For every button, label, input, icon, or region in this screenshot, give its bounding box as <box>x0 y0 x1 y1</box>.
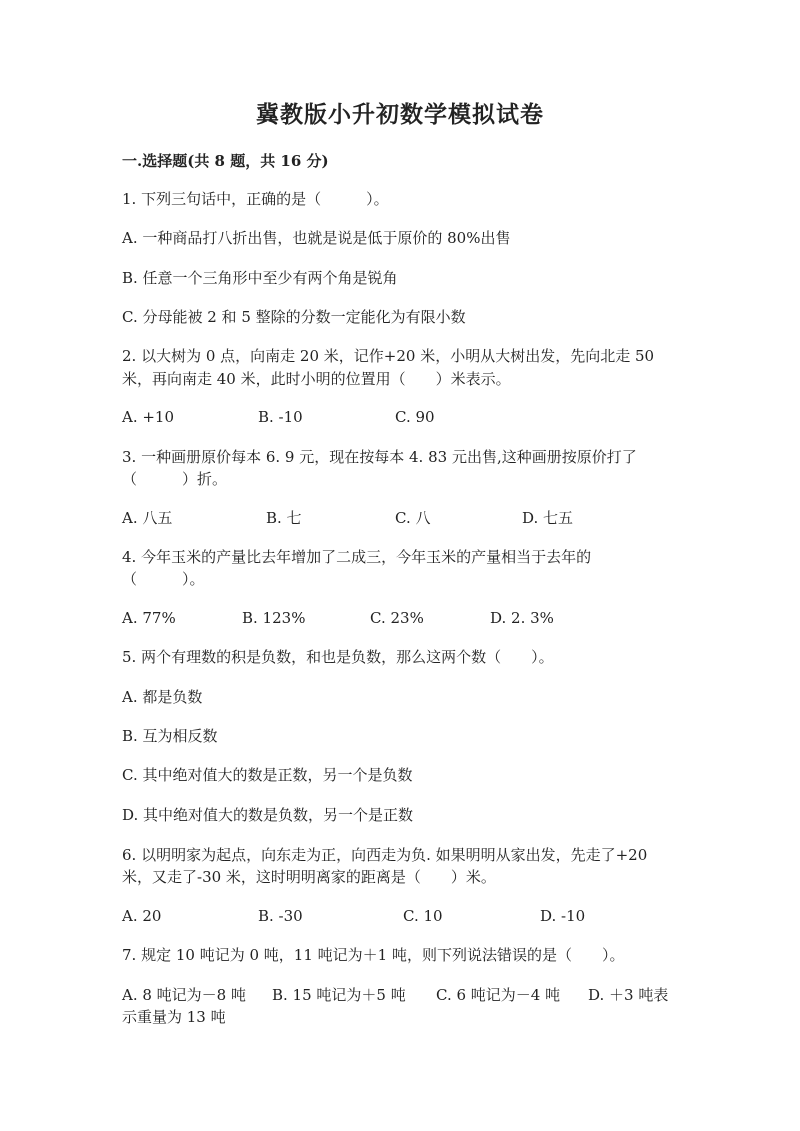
question-7-option-b: B. 15 吨记为＋5 吨 <box>272 986 406 1004</box>
question-6-stem-line-2: 米，又走了-30 米，这时明明离家的距离是（ ）米。 <box>122 868 496 886</box>
question-3-stem-line-1: 3. 一种画册原价每本 6. 9 元，现在按每本 4. 83 元出售,这种画册按原价打了 <box>122 448 637 466</box>
question-4-option-d: D. 2. 3% <box>490 609 554 627</box>
question-1-option-b: B. 任意一个三角形中至少有两个角是锐角 <box>122 269 398 287</box>
question-3-option-d: D. 七五 <box>522 509 574 527</box>
question-1-stem: 1. 下列三句话中，正确的是（ ）。 <box>122 190 389 208</box>
question-5-option-c: C. 其中绝对值大的数是正数，另一个是负数 <box>122 766 413 784</box>
question-4-option-a: A. 77% <box>122 609 176 627</box>
question-5-option-b: B. 互为相反数 <box>122 727 218 745</box>
question-4-option-c: C. 23% <box>370 609 424 627</box>
question-2-stem-line-1: 2. 以大树为 0 点，向南走 20 米，记作+20 米，小明从大树出发，先向北走 50 <box>122 347 655 365</box>
question-7-option-c: C. 6 吨记为－4 吨 <box>436 986 561 1004</box>
question-4-stem-line-1: 4. 今年玉米的产量比去年增加了二成三，今年玉米的产量相当于去年的 <box>122 548 592 566</box>
question-2-option-a: A. +10 <box>122 408 175 426</box>
question-7-stem: 7. 规定 10 吨记为 0 吨，11 吨记为＋1 吨，则下列说法错误的是（ ）。 <box>122 946 625 964</box>
question-3-stem-line-2: （ ）折。 <box>122 470 228 488</box>
exam-title: 冀教版小升初数学模拟试卷 <box>256 101 544 128</box>
question-6-stem-line-1: 6. 以明明家为起点，向东走为正，向西走为负. 如果明明从家出发，先走了+20 <box>122 846 648 864</box>
question-6-option-b: B. -30 <box>258 907 303 925</box>
question-7-option-d: D. ＋3 吨表 <box>588 986 669 1004</box>
question-6-option-a: A. 20 <box>122 907 162 925</box>
question-5-stem: 5. 两个有理数的积是负数，和也是负数，那么这两个数（ ）。 <box>122 648 554 666</box>
question-2-option-b: B. -10 <box>258 408 303 426</box>
question-3-option-a: A. 八五 <box>122 509 173 527</box>
question-1-option-c: C. 分母能被 2 和 5 整除的分数一定能化为有限小数 <box>122 308 466 326</box>
question-4-stem-line-2: （ ）。 <box>122 570 205 588</box>
question-4-option-b: B. 123% <box>242 609 306 627</box>
question-5-option-d: D. 其中绝对值大的数是负数，另一个是正数 <box>122 806 414 824</box>
question-2-option-c: C. 90 <box>395 408 435 426</box>
question-7-option-d-continued: 示重量为 13 吨 <box>122 1008 226 1026</box>
question-3-option-b: B. 七 <box>266 509 302 527</box>
question-6-option-c: C. 10 <box>403 907 443 925</box>
question-5-option-a: A. 都是负数 <box>122 688 203 706</box>
question-2-stem-line-2: 米，再向南走 40 米，此时小明的位置用（ ）米表示。 <box>122 370 511 388</box>
question-7-option-a: A. 8 吨记为－8 吨 <box>122 986 246 1004</box>
question-1-option-a: A. 一种商品打八折出售，也就是说是低于原价的 80%出售 <box>122 229 511 247</box>
question-3-option-c: C. 八 <box>395 509 431 527</box>
question-6-option-d: D. -10 <box>540 907 586 925</box>
section-heading: 一.选择题(共 8 题，共 16 分) <box>122 152 329 170</box>
